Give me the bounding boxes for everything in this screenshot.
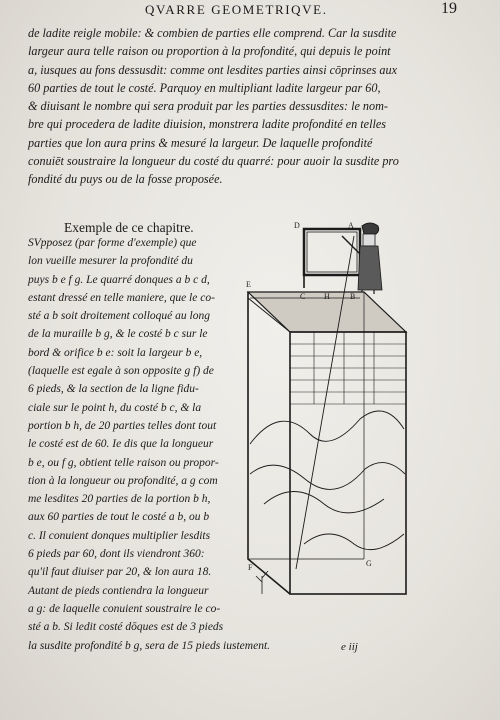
text-line: a g: de laquelle conuient soustraire le co- — [28, 602, 221, 615]
text-line: bre qui procedera de ladite diuision, monstrera ladite profondité en telles — [28, 117, 387, 132]
text-line: la susdite profondité b g, sera de 15 pieds iustement. — [28, 639, 271, 652]
text-line: & diuisant le nombre qui sera produit par les parties dessusdites: le nom- — [28, 99, 388, 114]
running-head-title: QVARRE GEOMETRIQVE. — [145, 2, 328, 17]
text-line: b e, ou f g, obtient telle raison ou propor- — [28, 456, 219, 469]
text-line: le costé est de 60. Ie dis que la longueur — [28, 438, 214, 451]
text-line: aux 60 parties de tout le costé a b, ou b — [28, 511, 210, 524]
signature-mark: e iij — [341, 641, 358, 653]
figure-label-d: D — [294, 221, 300, 230]
text-line: a, iusques au fons dessusdit: comme ont lesdites parties ainsi cōprinses aux — [28, 62, 397, 77]
text-line: puys b e f g. Le quarré donques a b c d, — [28, 273, 210, 286]
figure-label-b: B — [350, 292, 356, 301]
page-number: 19 — [441, 0, 457, 17]
text-line: portion b h, de 20 parties telles dont tout — [28, 419, 217, 432]
text-line: 60 parties de tout le costé. Parquoy en multipliant ladite largeur par 60, — [28, 80, 381, 95]
text-line: (laquelle est egale à son opposite g f) de — [28, 365, 214, 378]
running-head — [0, 2, 500, 18]
figure-label-h: H — [324, 292, 330, 301]
figure-label-g: G — [366, 559, 372, 568]
example-column — [28, 234, 271, 655]
section-heading: Exemple de ce chapitre. — [64, 220, 194, 235]
body-paragraph — [28, 24, 460, 189]
text-line: bord & orifice b e: soit la largeur b e, — [28, 346, 203, 359]
text-line: Autant de pieds contiendra la longueur — [28, 584, 209, 597]
geometric-square — [304, 229, 360, 288]
text-line: tion à la longueur ou profondité, a g com — [28, 474, 218, 487]
text-line: conuiēt soustraire la longueur du costé du quarré: pour auoir la susdite pro — [28, 154, 399, 169]
woodcut-illustration — [244, 214, 414, 624]
text-line: largeur aura telle raison ou proportion à la profondité, qui depuis le point — [28, 44, 391, 59]
figure-label-a: A — [348, 221, 354, 230]
text-line: sté a b soit droitement colloqué au long — [28, 310, 210, 323]
text-line: fondité du puys ou de la fosse proposée. — [28, 172, 223, 187]
text-line: me lesdites 20 parties de la portion b h, — [28, 493, 211, 506]
text-line: SVpposez (par forme d'exemple) que — [28, 237, 197, 249]
text-line: sté a b. Si ledit costé dōques est de 3 pieds — [28, 621, 224, 634]
figure-label-f: F — [248, 563, 253, 572]
figure-label-c: C — [300, 292, 306, 301]
text-line: ciale sur le point h, du costé b c, & la — [28, 401, 202, 414]
text-line: lon vueille mesurer la profondité du — [28, 255, 193, 268]
text-line: c. Il conuient donques multiplier lesdits — [28, 529, 211, 542]
text-line: de la muraille b g, & le costé b c sur le — [28, 328, 208, 341]
figure-label-e: E — [246, 280, 251, 289]
text-line: 6 pieds, & la section de la ligne fidu- — [28, 383, 199, 396]
text-line: 6 pieds par 60, dont ils viendront 360: — [28, 548, 205, 561]
text-line: de ladite reigle mobile: & combien de parties elle comprend. Car la susdite — [28, 26, 397, 40]
text-line: qu'il faut diuiser par 20, & lon aura 18. — [28, 566, 212, 579]
text-line: estant dressé en telle maniere, que le co- — [28, 291, 215, 304]
observer-figure — [342, 223, 382, 294]
text-line: parties que lon aura prins & mesuré la largeur. De laquelle profondité — [28, 135, 373, 150]
